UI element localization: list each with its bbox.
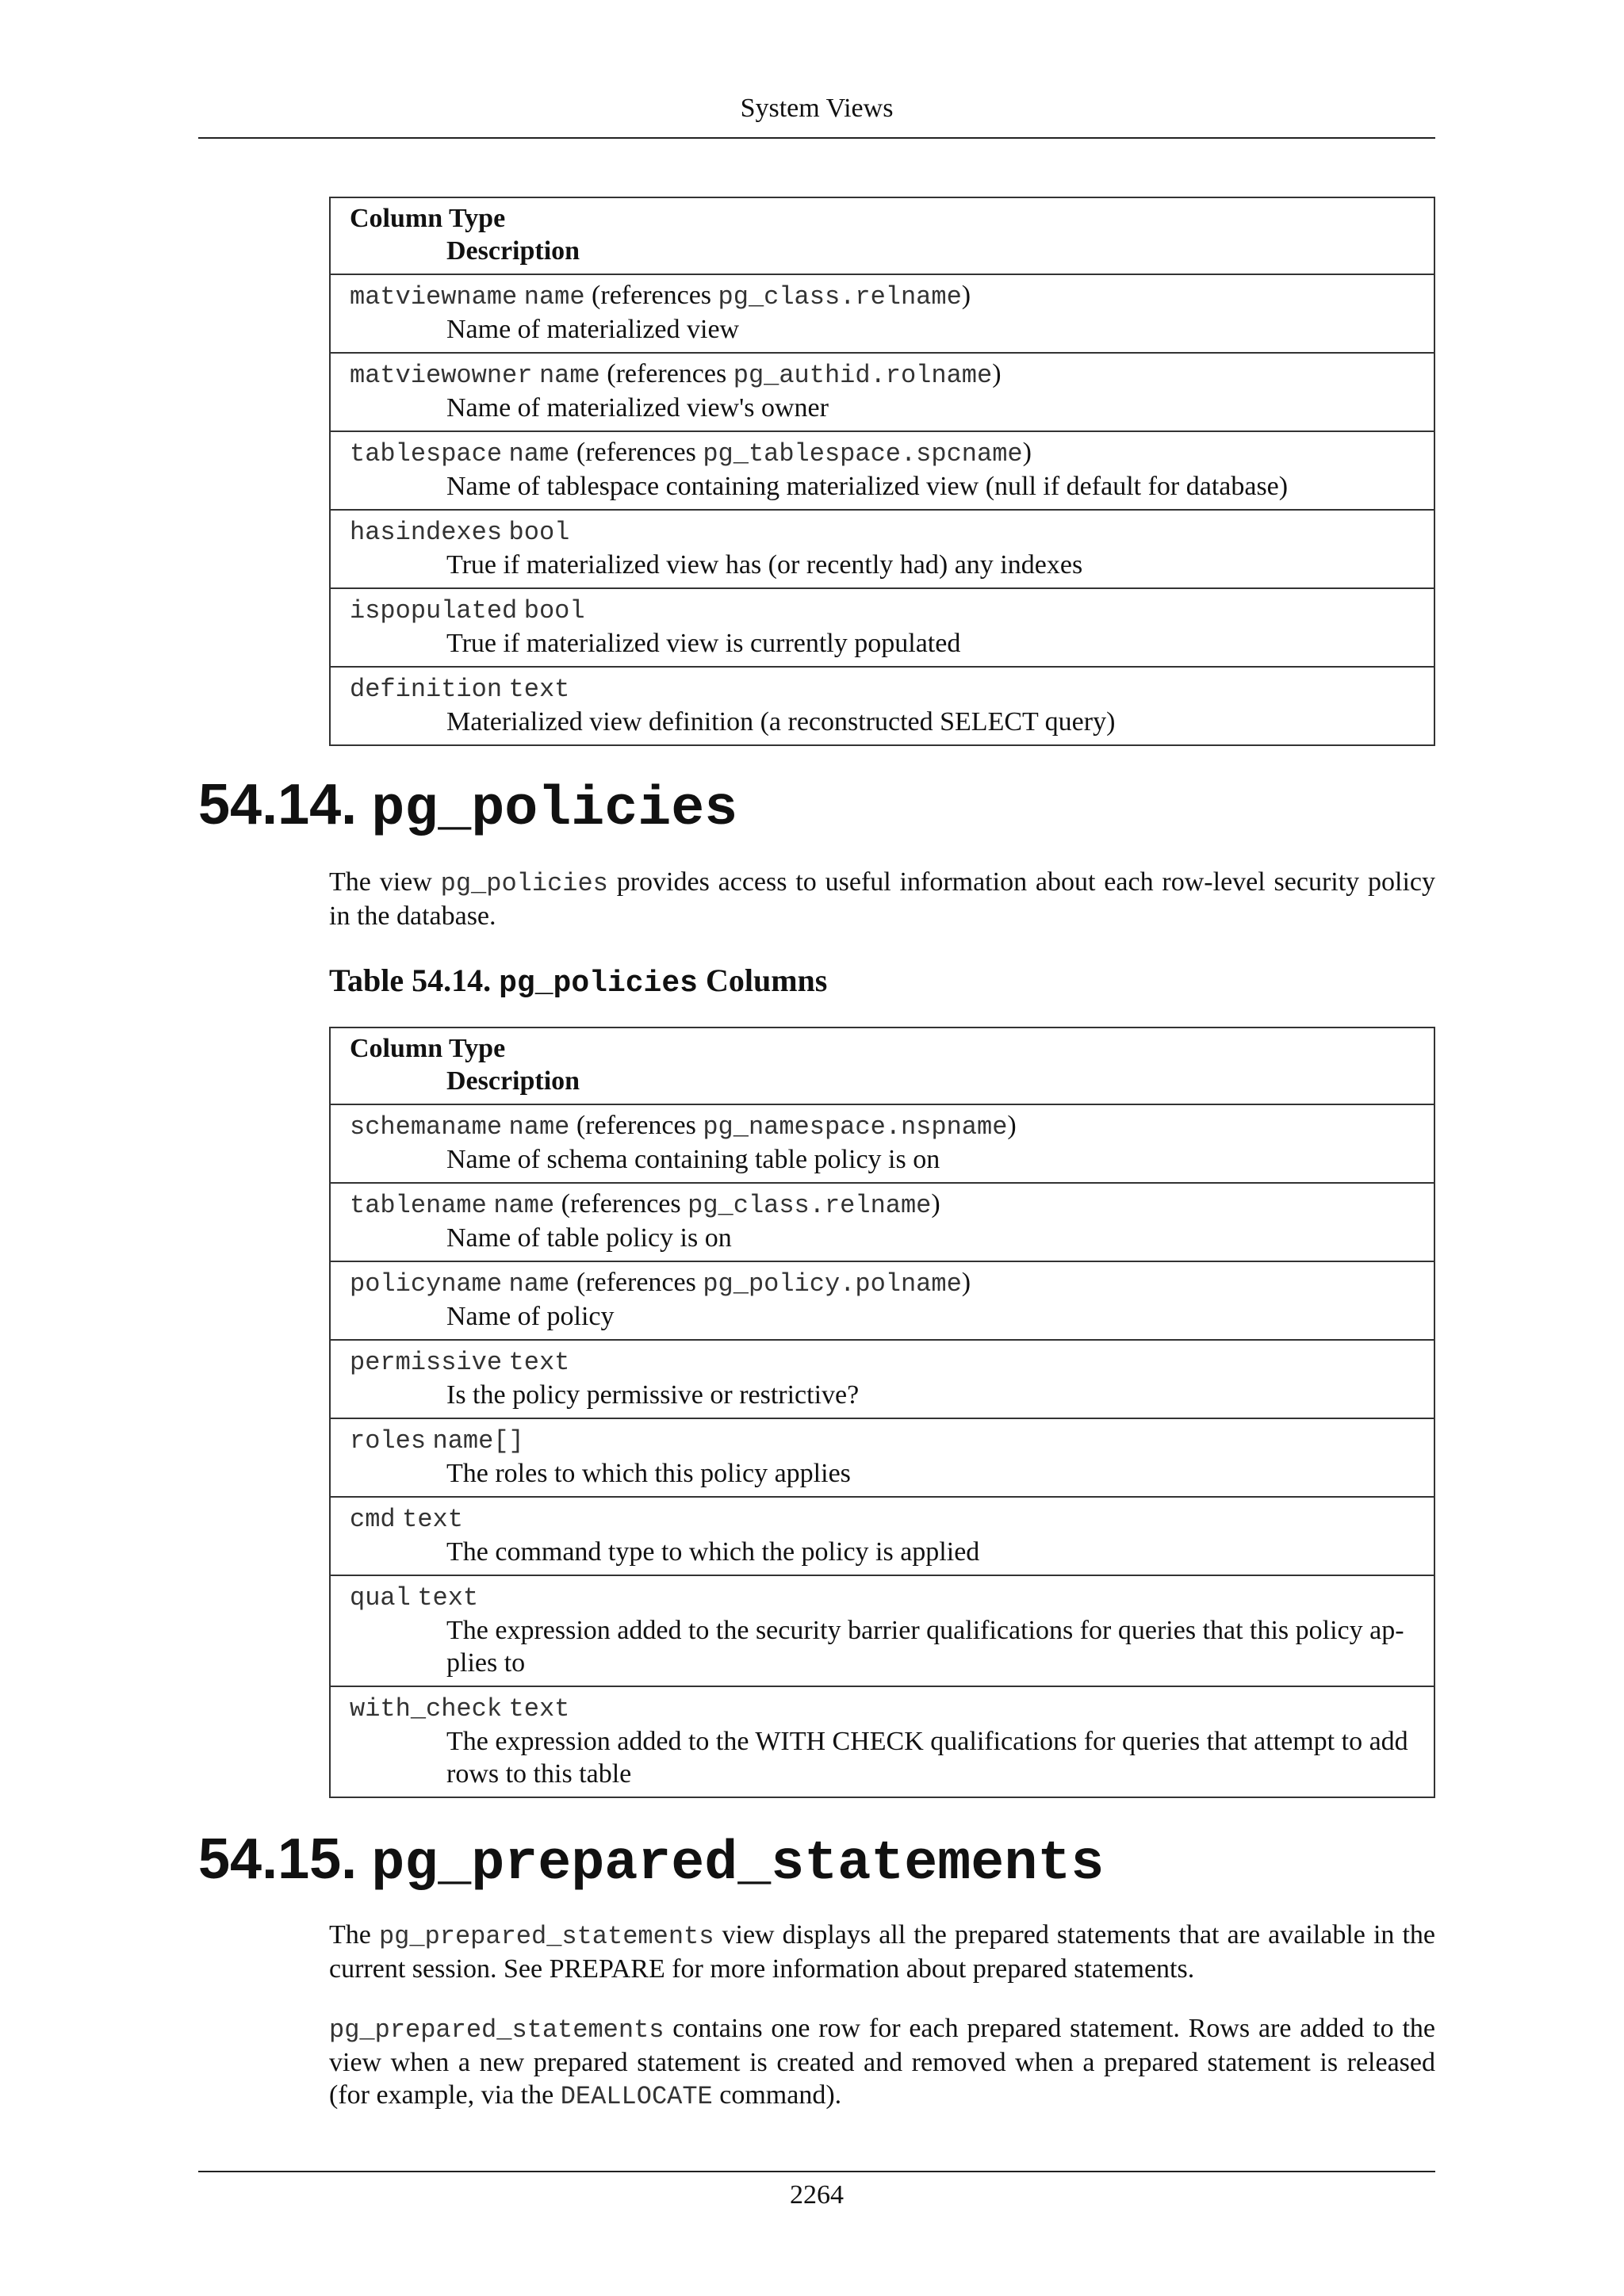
paragraph-pg-policies-intro <box>329 866 1435 932</box>
table-header-cell <box>330 197 1434 274</box>
column-name: ispopulated <box>350 596 518 626</box>
column-name: schemaname <box>350 1112 503 1142</box>
column-description: Name of materialized view's owner <box>446 393 829 423</box>
column-signature <box>350 279 1415 313</box>
close-paren: ) <box>1007 1111 1017 1140</box>
table-row <box>330 1261 1434 1340</box>
column-type-heading: Column Type <box>350 1034 506 1063</box>
column-type: text <box>508 1348 570 1377</box>
column-type: bool <box>508 518 570 547</box>
column-signature <box>350 1109 1415 1143</box>
table-row <box>330 1686 1434 1797</box>
pg-policies-table-body <box>330 1027 1434 1797</box>
table-row <box>330 588 1434 667</box>
table-row <box>330 1340 1434 1418</box>
column-signature <box>350 593 1415 627</box>
column-signature <box>350 515 1415 549</box>
column-name: qual <box>350 1583 411 1613</box>
section-title-pg-prepared-statements <box>198 1823 1104 1900</box>
code-literal: pg_policies <box>440 869 608 898</box>
table-cell <box>330 1261 1434 1340</box>
section-number: 54.14. <box>198 773 358 836</box>
column-reference: pg_class.relname <box>718 282 962 312</box>
table-row <box>330 1183 1434 1261</box>
section-name: pg_policies <box>371 779 738 841</box>
column-description: The expression added to the WITH CHECK qualifications for queries that attempt to add rows to this table <box>446 1727 1408 1789</box>
table-title-prefix: Table 54.14. <box>329 962 500 998</box>
column-type: text <box>402 1505 463 1534</box>
table-row <box>330 1497 1434 1575</box>
table-cell <box>330 667 1434 745</box>
references-word: (references <box>576 438 696 467</box>
column-reference: pg_namespace.nspname <box>703 1112 1008 1142</box>
column-type: name <box>508 439 570 469</box>
table-cell <box>330 1686 1434 1797</box>
references-word: (references <box>576 1111 696 1140</box>
close-paren: ) <box>992 359 1002 388</box>
column-name: cmd <box>350 1505 396 1534</box>
column-signature <box>350 1266 1415 1300</box>
column-description: Name of policy <box>446 1302 615 1331</box>
column-signature <box>350 436 1415 470</box>
column-description: Name of materialized view <box>446 315 740 344</box>
column-name: tablespace <box>350 439 503 469</box>
table-cell <box>330 510 1434 588</box>
column-type: name <box>523 282 585 312</box>
column-type: text <box>508 1694 570 1724</box>
column-type: text <box>417 1583 479 1613</box>
table-header-cell <box>330 1027 1434 1104</box>
table-cell <box>330 588 1434 667</box>
column-description: The command type to which the policy is applied <box>446 1537 980 1567</box>
code-literal: DEALLOCATE <box>560 2082 713 2111</box>
column-name: matviewowner <box>350 361 533 390</box>
column-reference: pg_authid.rolname <box>733 361 993 390</box>
table-row <box>330 274 1434 353</box>
table-title-pg-policies <box>329 961 827 1004</box>
column-signature <box>350 1423 1415 1457</box>
references-word: (references <box>561 1189 681 1219</box>
text-run: The <box>329 1920 379 1950</box>
column-description: Materialized view definition (a reconstructed SELECT query) <box>446 707 1116 737</box>
table-header-row <box>330 197 1434 274</box>
table-cell <box>330 1418 1434 1497</box>
text-run: view displays all the prepared statements that are available in the current session. See PREPARE for more information about prepared statements. <box>329 1920 1436 1984</box>
table-row <box>330 353 1434 431</box>
references-word: (references <box>607 359 727 388</box>
text-run: provides access to useful information about each row-level security policy in the database. <box>329 867 1435 931</box>
column-signature <box>350 1345 1415 1379</box>
column-name: tablename <box>350 1191 487 1220</box>
column-type: name <box>508 1269 570 1299</box>
table-cell <box>330 1575 1434 1686</box>
column-type: name[] <box>432 1426 524 1456</box>
table-cell <box>330 1104 1434 1183</box>
section-number: 54.15. <box>198 1827 358 1891</box>
page-number: 2264 <box>790 2180 844 2210</box>
table-cell <box>330 274 1434 353</box>
close-paren: ) <box>1022 438 1032 467</box>
column-type: bool <box>523 596 585 626</box>
references-word: (references <box>592 281 712 310</box>
column-signature <box>350 1691 1415 1725</box>
column-type: name <box>493 1191 555 1220</box>
table-title-code: pg_policies <box>499 966 698 1001</box>
running-header: System Views <box>740 94 894 123</box>
column-description: Is the policy permissive or restrictive? <box>446 1380 860 1410</box>
header-rule <box>198 137 1435 139</box>
table-row <box>330 431 1434 510</box>
table-row <box>330 667 1434 745</box>
column-description: The roles to which this policy applies <box>446 1459 851 1488</box>
table-cell <box>330 1183 1434 1261</box>
table-row <box>330 1104 1434 1183</box>
column-name: definition <box>350 675 503 704</box>
matview-columns-table <box>329 197 1435 746</box>
column-description: Name of table policy is on <box>446 1223 732 1253</box>
column-description: The expression added to the security barrier qualifications for queries that this policy ap-plies to <box>446 1616 1404 1678</box>
paragraph-prepared-statements-rows <box>329 2012 1435 2113</box>
column-description: True if materialized view has (or recently had) any indexes <box>446 550 1083 580</box>
references-word: (references <box>576 1268 696 1297</box>
table-row <box>330 510 1434 588</box>
column-signature <box>350 1580 1415 1614</box>
text-run: The view <box>329 867 441 897</box>
close-paren: ) <box>961 1268 971 1297</box>
section-title-pg-policies <box>198 769 737 846</box>
column-signature <box>350 672 1415 706</box>
column-reference: pg_policy.polname <box>703 1269 962 1299</box>
table-cell <box>330 353 1434 431</box>
section-name: pg_prepared_statements <box>371 1833 1105 1896</box>
table-header-row <box>330 1027 1434 1104</box>
close-paren: ) <box>961 281 971 310</box>
text-run: contains one row for each prepared statement. Rows are added to the view when a new prepared statement is created and removed when a prepared statement is released (for example, via the <box>329 2014 1435 2110</box>
code-literal: pg_prepared_statements <box>378 1922 714 1951</box>
table-title-suffix: Columns <box>697 962 828 998</box>
matview-table-body <box>330 197 1434 745</box>
column-type: text <box>508 675 570 704</box>
column-signature <box>350 358 1415 392</box>
column-name: policyname <box>350 1269 503 1299</box>
column-type: name <box>538 361 600 390</box>
column-name: hasindexes <box>350 518 503 547</box>
paragraph-prepared-statements-intro <box>329 1919 1435 1985</box>
table-cell <box>330 1340 1434 1418</box>
table-cell <box>330 431 1434 510</box>
column-type: name <box>508 1112 570 1142</box>
code-literal: pg_prepared_statements <box>329 2015 665 2045</box>
table-row <box>330 1418 1434 1497</box>
column-signature <box>350 1502 1415 1536</box>
column-name: matviewname <box>350 282 518 312</box>
column-type-heading: Column Type <box>350 204 506 233</box>
column-reference: pg_class.relname <box>688 1191 932 1220</box>
description-heading: Description <box>446 236 580 266</box>
column-description: Name of schema containing table policy is on <box>446 1145 940 1174</box>
table-row <box>330 1575 1434 1686</box>
footer-rule <box>198 2171 1435 2172</box>
column-description: True if materialized view is currently populated <box>446 629 961 658</box>
column-name: permissive <box>350 1348 503 1377</box>
text-run: command). <box>712 2080 842 2110</box>
column-name: with_check <box>350 1694 503 1724</box>
pg-policies-columns-table <box>329 1027 1435 1798</box>
description-heading: Description <box>446 1066 580 1096</box>
close-paren: ) <box>931 1189 940 1219</box>
column-signature <box>350 1188 1415 1222</box>
column-reference: pg_tablespace.spcname <box>703 439 1023 469</box>
column-name: roles <box>350 1426 427 1456</box>
column-description: Name of tablespace containing materialized view (null if default for database) <box>446 472 1289 501</box>
table-cell <box>330 1497 1434 1575</box>
